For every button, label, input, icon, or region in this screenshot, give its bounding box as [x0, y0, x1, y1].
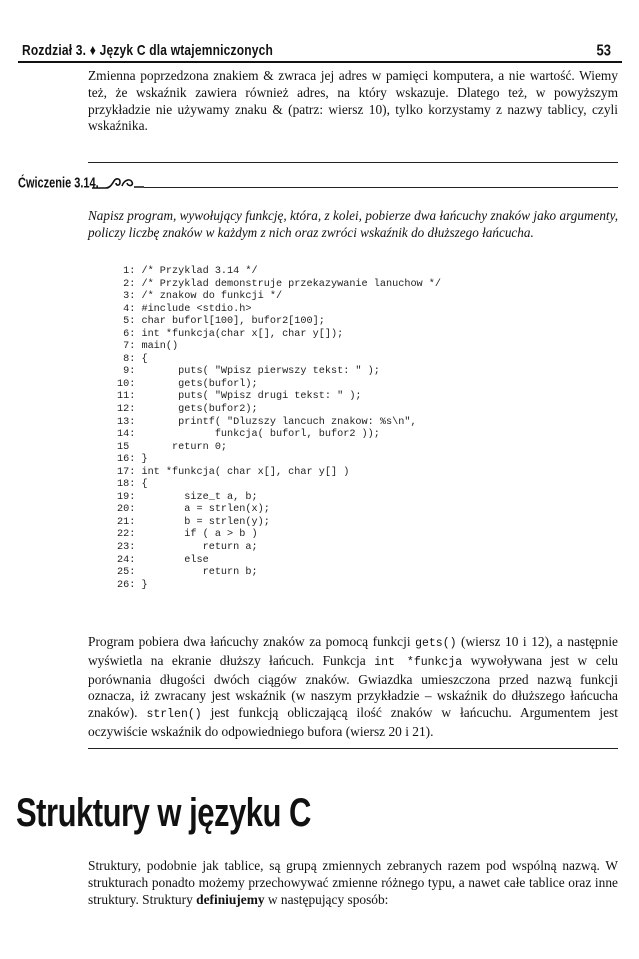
- code-line: 16: }: [117, 454, 148, 466]
- code-line: 17: int *funkcja( char x[], char y[] ): [117, 466, 350, 478]
- code-line: 22: if ( a > b ): [117, 529, 258, 541]
- code-line: 20: a = strlen(x);: [117, 504, 270, 516]
- code-line: 25: return b;: [117, 567, 258, 579]
- code-line: 6: int *funkcja(char x[], char y[]);: [117, 328, 344, 340]
- code-line: 9: puts( "Wpisz pierwszy tekst: " );: [117, 366, 380, 378]
- code-line: 15 return 0;: [117, 441, 228, 453]
- inline-code: strlen(): [146, 708, 202, 722]
- text-run: Program pobiera dwa łańcuchy znaków za pomocą funkcji: [88, 634, 416, 649]
- code-line: 2: /* Przyklad demonstruje przekazywanie lanuchow */: [117, 278, 442, 290]
- code-line: 23: return a;: [117, 542, 258, 554]
- code-line: 11: puts( "Wpisz drugi tekst: " );: [117, 391, 362, 403]
- code-line: 14: funkcja( buforl, bufor2 ));: [117, 429, 380, 441]
- text-run: wywoływana jest w celu porównania długości dwóch ciągów znaków. Gwiazdka umieszczona przed nazwą funkcji oznacza, iż zwracany jest wskaźnik (w naszym przykładzie – wskaźnik do dłuższego łańcucha znaków).: [88, 652, 618, 721]
- section-heading: Struktury w języku C: [16, 790, 311, 835]
- code-line: 5: char buforl[100], bufor2[100];: [117, 316, 325, 328]
- page-number: 53: [596, 41, 611, 59]
- exercise-bottom-rule: [88, 748, 618, 749]
- code-line: 8: {: [117, 353, 148, 365]
- curly-flourish-icon: [88, 172, 618, 192]
- code-line: 21: b = strlen(y);: [117, 516, 270, 528]
- exercise-intro: Napisz program, wywołujący funkcję, która, z kolei, pobierze dwa łańcuchy znaków jako argumenty, policzy liczbę znaków w każdym z nich oraz zwróci wskaźnik do dłuższego łańcucha.: [88, 208, 618, 240]
- text-run: Struktury, podobnie jak tablice, są grupą zmiennych zebranych razem pod wspólną nazwą. W strukturach ponadto możemy przechowywać zmienne różnego typu, a nawet całe tablice oraz inne struktury. Struktury: [88, 858, 618, 907]
- paragraph-address-operator: Zmienna poprzedzona znakiem & zwraca jej adres w pamięci komputera, a nie wartość. Wiemy też, że wskaźnik zawiera również adres, na który wskazuje. Dlatego też, w powyższym przykładzie nie używamy znaku & (patrz: wiersz 10), tylko korzystamy z nazwy tablicy, czyli wskaźnika.: [88, 68, 618, 134]
- code-line: 24: else: [117, 554, 209, 566]
- exercise-top-rule: [88, 162, 618, 163]
- code-line: 26: }: [117, 579, 148, 591]
- code-line: 10: gets(buforl);: [117, 378, 258, 390]
- text-run: jest funkcją obliczającą ilość znaków w łańcuchu. Argumentem jest oczywiście wskaźnik do odpowiedniego bufora (wiersz 20 i 21).: [88, 705, 618, 739]
- text-run: w następujący sposób:: [264, 891, 389, 907]
- paragraph-program-description: [88, 634, 618, 741]
- code-line: 19: size_t a, b;: [117, 491, 258, 503]
- code-line: 13: printf( "Dluzszy lancuch znakow: %s\n",: [117, 416, 417, 428]
- running-header-title: Rozdział 3. ♦ Język C dla wtajemniczonych: [22, 41, 274, 59]
- code-line: 12: gets(bufor2);: [117, 404, 258, 416]
- paragraph-structures-intro: [88, 858, 618, 908]
- bold-term: definiujemy: [196, 891, 265, 907]
- inline-code: gets(): [415, 637, 457, 650]
- exercise-label: Ćwiczenie 3.14.: [18, 176, 99, 192]
- inline-code: int *funkcja: [374, 655, 463, 669]
- text-run: (wiersz 10 i 12), a następnie wyświetla na ekranie dłuższy łańcuch. Funkcja: [88, 634, 618, 668]
- code-line: 7: main(): [117, 341, 179, 353]
- code-line: 18: {: [117, 479, 148, 491]
- code-listing: [117, 266, 441, 592]
- code-line: 1: /* Przyklad 3.14 */: [117, 266, 258, 277]
- code-line: 4: #include <stdio.h>: [117, 303, 252, 315]
- code-line: 3: /* znakow do funkcji */: [117, 291, 283, 303]
- header-rule: [18, 61, 622, 63]
